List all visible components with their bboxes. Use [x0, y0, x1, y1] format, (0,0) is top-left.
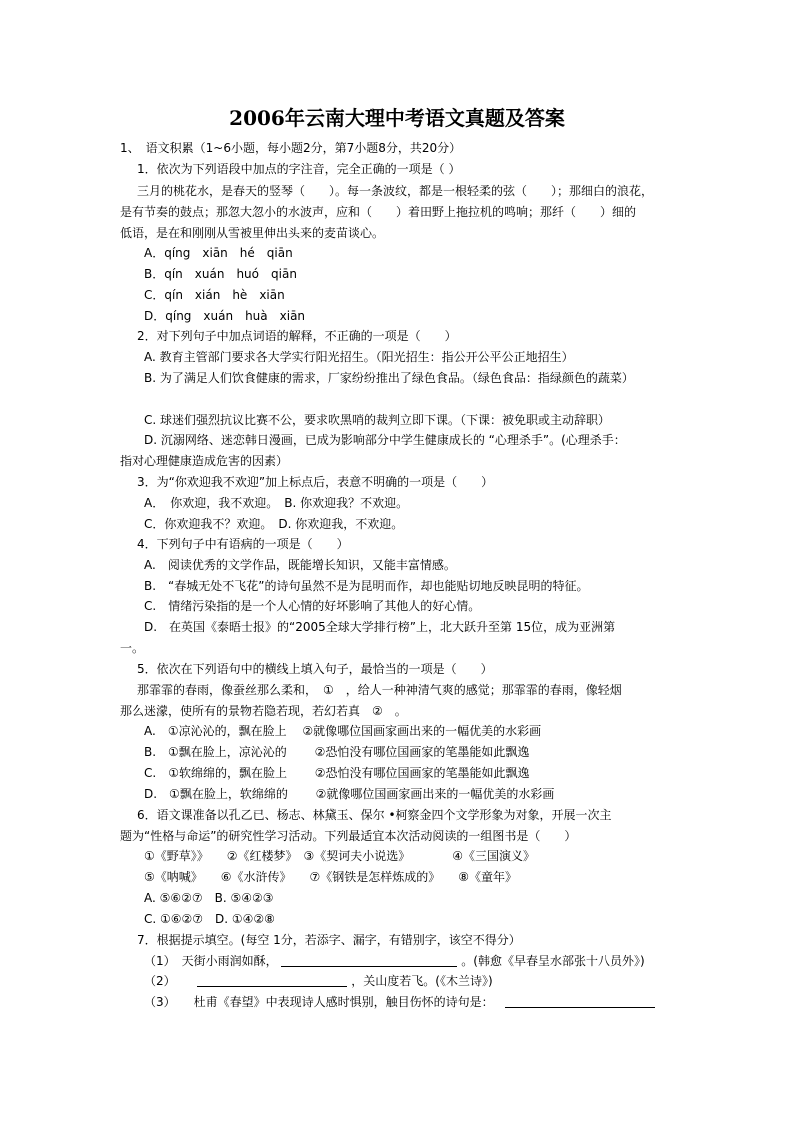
question-2-stem: 2．对下列句子中加点词语的解释，不正确的一项是（ ）: [137, 329, 457, 343]
question-1-passage-line: 三月的桃花水，是春天的竖琴（ ）。每一条波纹，都是一根轻柔的弦（ ）；那细白的浪花，: [137, 184, 654, 198]
question-1-passage-line: 是有节奏的鼓点；那忽大忽小的水波声，应和（ ）着田野上拖拉机的鸣响；那纤（ ）细的: [120, 205, 637, 219]
question-1-option-c: C．qín xián hè xiān: [144, 288, 285, 302]
question-5-option-a: A. ①凉沁沁的，飘在脸上 ②就像哪位国画家画出来的一幅优美的水彩画: [144, 724, 542, 738]
question-1-option-a: A．qíng xiān hé qiān: [144, 246, 293, 260]
page-title: 2006年云南大理中考语文真题及答案: [229, 106, 565, 130]
question-2-option-d-continued: 指对心理健康造成危害的因素）: [120, 454, 289, 468]
question-6-book-list: ⑤《呐喊》 ⑥《水浒传》 ⑦《钢铁是怎样炼成的》 ⑧《童年》: [144, 870, 518, 884]
question-4-option-d: D. 在英国《泰晤士报》的“2005全球大学排行榜”上，北大跃升至第 15位，成为亚洲第: [144, 620, 616, 634]
question-6-book-list: ①《野草》》 ②《红楼梦》 ③《契诃夫小说选》 ④《三国演义》: [144, 849, 536, 863]
question-2-option-c: C. 球迷们强烈抗议比赛不公，要求吹黑哨的裁判立即下课。（下课：被免职或主动辞职）: [144, 413, 611, 427]
item-1-answer-blank[interactable]: [281, 952, 457, 967]
question-5-option-c: C. ①软绵绵的，飘在脸上 ②恐怕没有哪位国画家的笔墨能如此飘逸: [144, 766, 530, 780]
question-6-options-cd: C. ①⑥②⑦ D. ①④②⑧: [144, 912, 275, 926]
question-3-options-cd: C．你欢迎我不？欢迎。 D. 你欢迎我，不欢迎。: [144, 517, 404, 531]
question-3-options-ab: A． 你欢迎，我不欢迎。 B. 你欢迎我？不欢迎。: [144, 496, 409, 510]
question-4-option-b: B. “春城无处不飞花”的诗句虽然不是为昆明而作，却也能贴切地反映昆明的特征。: [144, 579, 589, 593]
question-7-item-2: [144, 972, 493, 990]
question-7-stem: 7．根据提示填空。(每空 1分，若添字、漏字，有错别字，该空不得分）: [137, 933, 521, 947]
question-2-option-d: D. 沉溺网络、迷恋韩日漫画，已成为影响部分中学生健康成长的 “心理杀手”。(心理杀手：: [144, 433, 626, 447]
item-2-source: ，关山度若飞。(《木兰诗》): [351, 974, 493, 988]
item-2-number: （2）: [144, 974, 176, 988]
question-3-stem: 3．为“你欢迎我不欢迎”加上标点后，表意不明确的一项是（ ）: [137, 475, 494, 489]
question-5-option-d: D. ①飘在脸上，软绵绵的 ②就像哪位国画家画出来的一幅优美的水彩画: [144, 787, 555, 801]
item-2-answer-blank[interactable]: [197, 972, 347, 987]
question-2-option-b: B. 为了满足人们饮食健康的需求，厂家纷纷推出了绿色食品。（绿色食品：指绿颜色的蔬菜）: [144, 371, 634, 385]
question-6-stem-continued: 题为“性格与命运”的研究性学习活动。下列最适宜本次活动阅读的一组图书是（ ）: [120, 829, 577, 843]
question-7-item-3: [144, 993, 655, 1011]
question-1-option-b: B．qín xuán huó qiān: [144, 267, 297, 281]
question-5-passage-line: 那么迷濛，使所有的景物若隐若现，若幻若真 ② 。: [120, 704, 407, 718]
item-1-source: 。(韩愈《早春呈水部张十八员外》): [461, 954, 645, 968]
question-1-option-d: D．qíng xuán huà xiān: [144, 309, 306, 323]
item-3-answer-blank[interactable]: [505, 993, 655, 1008]
item-1-prompt: （1） 天街小雨润如酥，: [144, 954, 278, 968]
question-6-options-ab: A. ⑤⑥②⑦ B. ⑤④②③: [144, 891, 274, 905]
question-5-stem: 5．依次在下列语句中的横线上填入句子，最恰当的一项是（ ）: [137, 662, 493, 676]
item-3-prompt: （3） 杜甫《春望》中表现诗人感时惧别，触目伤怀的诗句是：: [144, 995, 494, 1009]
section-heading: 1、 语文积累（1~6小题，每小题2分，第7小题8分，共20分）: [120, 141, 462, 155]
question-5-option-b: B. ①飘在脸上，凉沁沁的 ②恐怕没有哪位国画家的笔墨能如此飘逸: [144, 745, 530, 759]
question-4-option-a: A. 阅读优秀的文学作品，既能增长知识，又能丰富情感。: [144, 558, 456, 572]
question-5-passage-line: 那霏霏的春雨，像蚕丝那么柔和， ① ，给人一种神清气爽的感觉；那霏霏的春雨，像轻烟: [137, 683, 622, 697]
question-4-option-c: C. 情绪污染指的是一个人心情的好坏影响了其他人的好心情。: [144, 599, 481, 613]
question-6-stem: 6．语文课准备以孔乙已、杨志、林黛玉、保尔 •柯察金四个文学形象为对象，开展一次主: [137, 808, 612, 822]
question-1-passage-line: 低语，是在和刚刚从雪被里伸出头来的麦苗谈心。: [120, 226, 385, 240]
question-2-option-a: A. 教育主管部门要求各大学实行阳光招生。（阳光招生：指公开公平公正地招生）: [144, 350, 574, 364]
question-4-option-d-continued: 一。: [120, 641, 145, 655]
question-7-item-1: [144, 952, 645, 970]
question-1-stem: 1．依次为下列语段中加点的字注音，完全正确的一项是（ ）: [137, 162, 461, 176]
question-4-stem: 4．下列句子中有语病的一项是（ ）: [137, 537, 349, 551]
